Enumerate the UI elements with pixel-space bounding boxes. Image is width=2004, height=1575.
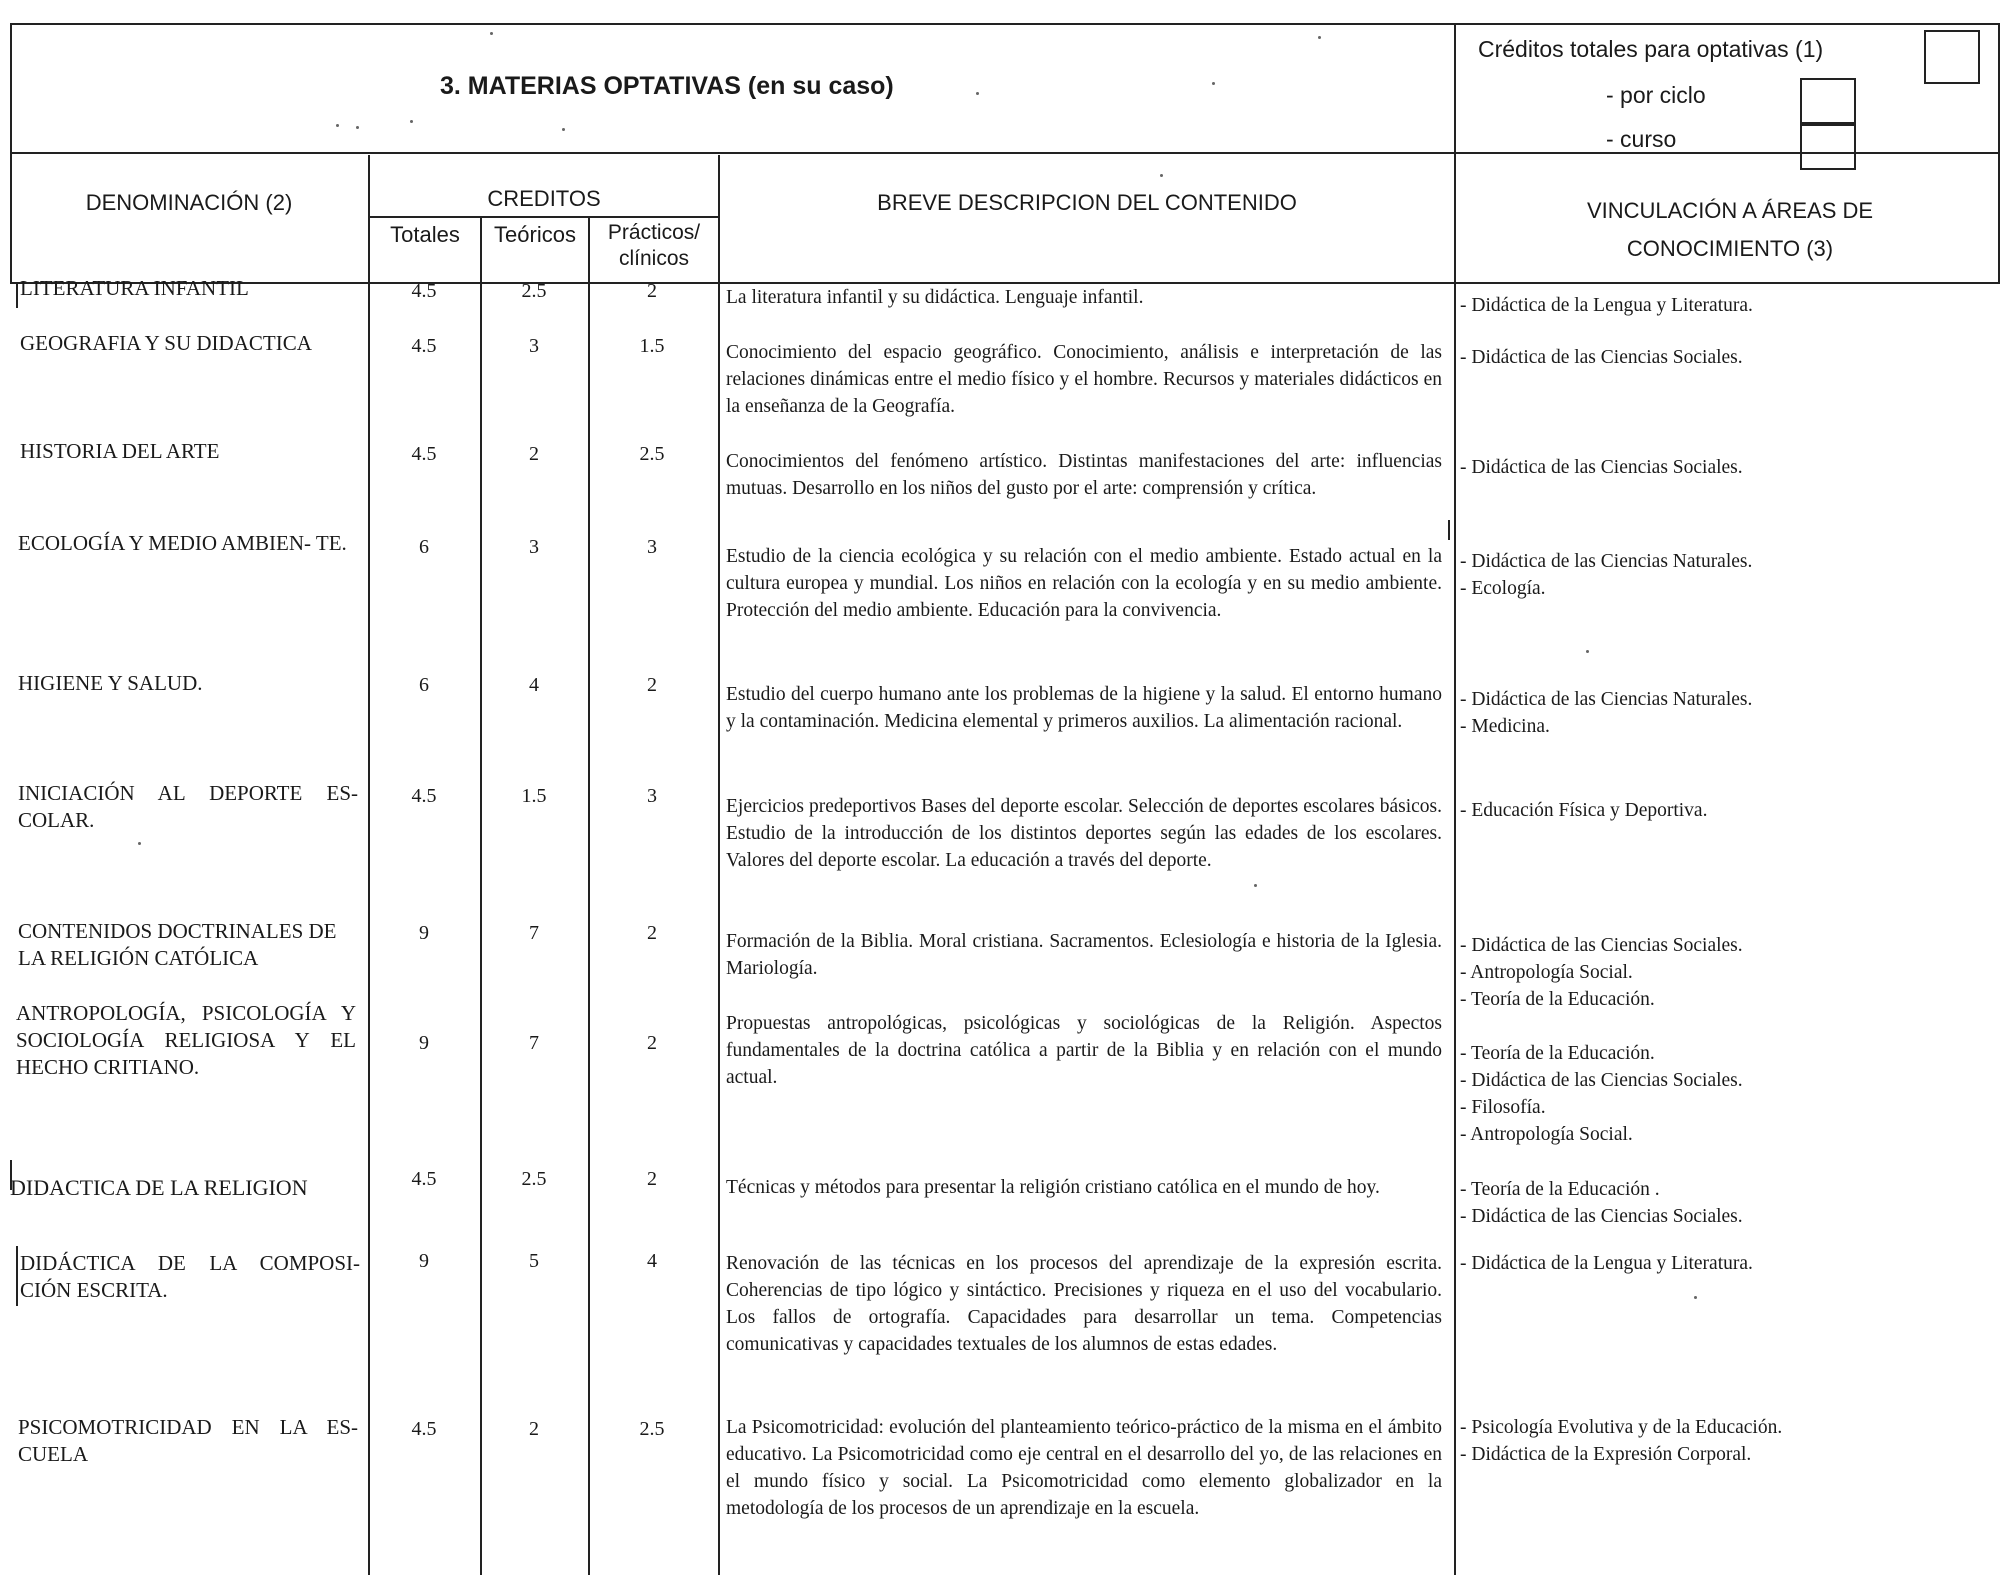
credits-practicos: 2 [647, 674, 657, 696]
table-left-border [10, 23, 12, 282]
knowledge-areas [1460, 548, 1980, 602]
per-cycle-box[interactable] [1800, 78, 1856, 126]
course-description: Renovación de las técnicas en los procesos del aprendizaje de la expresión escrita. Coherencias de tipo lógico y sintáctico. Precisiones y riqueza en el uso del vocabulario. Los fallos de ortografía. Capacidades para desarrollar un tema. Competencias comunicativas y capacidades textuales de los alumnos de estas edades. [726, 1253, 1442, 1355]
col-divider-teoricos [588, 216, 590, 1575]
scan-speck [356, 126, 359, 129]
course-name: DIDÁCTICA DE LA COMPOSI- CIÓN ESCRITA. [20, 1251, 360, 1302]
area-item: - Didáctica de las Ciencias Naturales. [1460, 689, 1753, 710]
credits-practicos: 2 [647, 1168, 657, 1190]
area-item: - Medicina. [1460, 716, 1550, 737]
knowledge-areas [1460, 1250, 1980, 1277]
credits-practicos: 2 [647, 922, 657, 944]
credits-practicos: 3 [647, 785, 657, 807]
area-item: - Teoría de la Educación. [1460, 989, 1655, 1010]
knowledge-areas [1460, 1414, 1980, 1468]
scan-speck [490, 32, 493, 35]
col-divider-desc [1454, 282, 1456, 1575]
credits-teoricos: 4 [529, 674, 539, 696]
course-description: Conocimientos del fenómeno artístico. Distintas manifestaciones del arte: influencias mutuas. Desarrollo en los niños del gusto por el arte: comprensión y crítica. [726, 451, 1442, 499]
credits-teoricos: 5 [529, 1250, 539, 1272]
area-item: - Filosofía. [1460, 1097, 1546, 1118]
area-item: - Teoría de la Educación . [1460, 1179, 1660, 1200]
credits-teoricos: 7 [529, 922, 539, 944]
credits-practicos: 4 [647, 1250, 657, 1272]
area-item: - Educación Física y Deportiva. [1460, 800, 1708, 821]
credits-sub-divider [368, 216, 718, 218]
scan-speck [562, 128, 565, 131]
course-description: La literatura infantil y su didáctica. Lenguaje infantil. [726, 287, 1144, 308]
scan-speck [1160, 174, 1163, 177]
area-item: - Didáctica de las Ciencias Sociales. [1460, 1206, 1743, 1227]
credits-total-box[interactable] [1924, 30, 1980, 84]
column-header-name: DENOMINACIÓN (2) [85, 190, 293, 215]
credits-practicos: 2 [647, 1032, 657, 1054]
credits-totales: 6 [419, 674, 429, 696]
credits-teoricos: 1.5 [521, 785, 547, 807]
course-description: Estudio de la ciencia ecológica y su relación con el medio ambiente. Estado actual en la cultura europea y mundial. Los niños en relación con la ecología y en su medio ambiente. Protección del medio ambiente. Educación para la convivencia. [726, 546, 1442, 621]
knowledge-areas [1460, 344, 1980, 371]
course-description: Propuestas antropológicas, psicológicas y sociológicas de la Religión. Aspectos fundamentales de la doctrina católica a partir de la Biblia y en relación con el mundo actual. [726, 1013, 1442, 1088]
col-divider-credits [718, 155, 720, 1575]
area-item: - Didáctica de la Lengua y Literatura. [1460, 1253, 1753, 1274]
scan-speck [1212, 82, 1215, 85]
credits-teoricos: 2.5 [521, 280, 547, 302]
area-item: - Antropología Social. [1460, 1124, 1633, 1145]
course-name: HISTORIA DEL ARTE [20, 439, 220, 463]
course-name: LITERATURA INFANTIL [20, 276, 249, 300]
col-divider-totales [480, 216, 482, 1575]
column-header-description: BREVE DESCRIPCION DEL CONTENIDO [877, 190, 1297, 215]
course-name: INICIACIÓN AL DEPORTE ES- COLAR. [18, 781, 358, 832]
area-item: - Didáctica de las Ciencias Naturales. [1460, 551, 1753, 572]
column-header-totales: Totales [390, 222, 460, 247]
scan-speck [1586, 650, 1589, 653]
desc-left-edge [1448, 520, 1450, 540]
area-item: - Ecología. [1460, 578, 1546, 599]
credits-practicos: 2.5 [639, 443, 665, 465]
column-header-teoricos: Teóricos [494, 222, 576, 247]
section-title: 3. MATERIAS OPTATIVAS (en su caso) [440, 72, 894, 100]
course-name: ANTROPOLOGÍA, PSICOLOGÍA Y SOCIOLOGÍA RELIGIOSA Y EL HECHO CRITIANO. [16, 1001, 356, 1079]
column-header-credits: CREDITOS [487, 186, 601, 211]
course-description: Ejercicios predeportivos Bases del deporte escolar. Selección de deportes escolares básicos. Estudio de la introducción de los distintos deportes según las edades de los escolares. Valores del deporte escolar. La educación a través del deporte. [726, 796, 1442, 871]
area-item: - Didáctica de la Lengua y Literatura. [1460, 295, 1753, 316]
credits-totales: 4.5 [411, 335, 437, 357]
credits-totales: 4.5 [411, 1168, 437, 1190]
credits-teoricos: 7 [529, 1032, 539, 1054]
credits-teoricos: 2 [529, 443, 539, 465]
scan-speck [1254, 884, 1257, 887]
knowledge-areas [1460, 1040, 1980, 1148]
area-item: - Didáctica de la Expresión Corporal. [1460, 1444, 1752, 1465]
col-divider-name [368, 155, 370, 1575]
course-name: HIGIENE Y SALUD. [18, 671, 203, 695]
course-name: CONTENIDOS DOCTRINALES DE LA RELIGIÓN CATÓLICA [18, 919, 337, 970]
credits-totales: 9 [419, 1250, 429, 1272]
column-header-practicos: Prácticos/ clínicos [607, 221, 701, 270]
scan-speck [336, 124, 339, 127]
knowledge-areas [1460, 797, 1980, 824]
credits-totales: 4.5 [411, 785, 437, 807]
column-header-areas: VINCULACIÓN A ÁREAS DE CONOCIMIENTO (3) [1586, 198, 1874, 261]
row-left-edge-1 [16, 282, 18, 308]
course-name: GEOGRAFIA Y SU DIDACTICA [20, 331, 312, 355]
header-bottom-border [10, 152, 2000, 154]
credits-teoricos: 3 [529, 335, 539, 357]
course-name: DIDACTICA DE LA RELIGION [10, 1175, 308, 1200]
table-top-border [10, 23, 2000, 25]
course-box[interactable] [1800, 122, 1856, 170]
course-name: ECOLOGÍA Y MEDIO AMBIEN- TE. [18, 531, 347, 555]
per-cycle-label: - por ciclo [1606, 82, 1706, 108]
credits-totales: 9 [419, 922, 429, 944]
area-item: - Didáctica de las Ciencias Sociales. [1460, 457, 1743, 478]
knowledge-areas [1460, 454, 1980, 481]
credits-practicos: 3 [647, 536, 657, 558]
credits-totales: 9 [419, 1032, 429, 1054]
credits-totales: 4.5 [411, 443, 437, 465]
area-item: - Psicología Evolutiva y de la Educación. [1460, 1417, 1783, 1438]
credits-practicos: 2.5 [639, 1418, 665, 1440]
scan-speck [1694, 1296, 1697, 1299]
course-description: Estudio del cuerpo humano ante los problemas de la higiene y la salud. El entorno humano y la contaminación. Medicina elemental y primeros auxilios. La alimentación racional. [726, 684, 1442, 732]
row-left-edge-3 [16, 1246, 18, 1306]
course-description: Técnicas y métodos para presentar la religión cristiano católica en el mundo de hoy. [726, 1177, 1380, 1198]
course-description: Formación de la Biblia. Moral cristiana. Sacramentos. Eclesiología e historia de la Iglesia. Mariología. [726, 931, 1442, 979]
scan-speck [138, 842, 141, 845]
credits-practicos: 2 [647, 280, 657, 302]
area-item: - Didáctica de las Ciencias Sociales. [1460, 347, 1743, 368]
knowledge-areas [1460, 932, 1980, 1013]
credits-totales: 4.5 [411, 280, 437, 302]
credits-teoricos: 2.5 [521, 1168, 547, 1190]
credits-teoricos: 2 [529, 1418, 539, 1440]
knowledge-areas [1460, 686, 1980, 740]
scan-speck [976, 92, 979, 95]
knowledge-areas [1460, 292, 1980, 319]
credits-practicos: 1.5 [639, 335, 665, 357]
course-description: Conocimiento del espacio geográfico. Conocimiento, análisis e interpretación de las relaciones dinámicas entre el medio físico y el hombre. Recursos y materiales didácticos en la enseñanza de la Geografía. [726, 342, 1442, 417]
table-right-border [1998, 23, 2000, 282]
course-name: PSICOMOTRICIDAD EN LA ES- CUELA [18, 1415, 358, 1466]
area-item: - Didáctica de las Ciencias Sociales. [1460, 935, 1743, 956]
knowledge-areas [1460, 1176, 1980, 1230]
credits-total-label: Créditos totales para optativas (1) [1478, 36, 1824, 62]
credits-totales: 6 [419, 536, 429, 558]
scan-speck [1318, 36, 1321, 39]
credits-teoricos: 3 [529, 536, 539, 558]
course-label: - curso [1606, 126, 1677, 152]
area-item: - Teoría de la Educación. [1460, 1043, 1655, 1064]
credits-totales: 4.5 [411, 1418, 437, 1440]
course-description: La Psicomotricidad: evolución del planteamiento teórico-práctico de la misma en el ámbito educativo. La Psicomotricidad como eje central en el desarrollo del yo, de las relaciones en el mundo físico y social. La Psicomotricidad como elemento globalizador en la metodología de los procesos de un aprendizaje en la escuela. [726, 1417, 1442, 1519]
area-item: - Didáctica de las Ciencias Sociales. [1460, 1070, 1743, 1091]
header-right-divider [1454, 23, 1456, 282]
area-item: - Antropología Social. [1460, 962, 1633, 983]
scan-speck [410, 120, 413, 123]
